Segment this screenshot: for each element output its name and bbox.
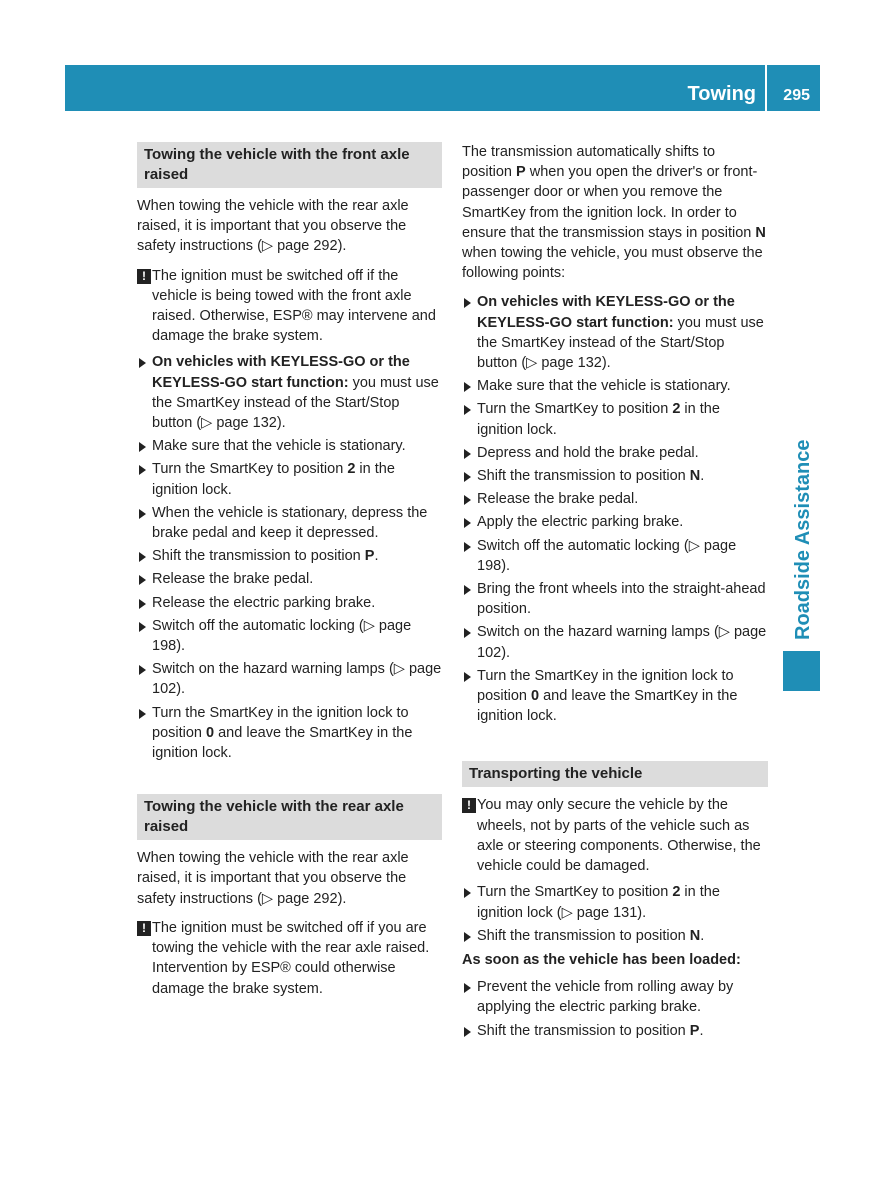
arrow-right-icon — [464, 449, 471, 459]
header-divider — [765, 65, 767, 111]
rear-axle-steps — [462, 292, 768, 726]
arrow-right-icon — [464, 1027, 471, 1037]
arrow-right-icon — [464, 518, 471, 528]
list-item: Switch off the automatic locking (▷ page 198). — [462, 536, 768, 576]
warning-text: You may only secure the vehicle by the wheels, not by parts of the vehicle such as axle or steering components. Otherwise, the vehicle could be damaged. — [477, 797, 761, 875]
list-item: On vehicles with KEYLESS-GO or the KEYLESS-GO start function: you must use the SmartKey instead of the Start/Stop button (▷ page 132). — [462, 292, 768, 373]
right-column — [462, 142, 768, 1044]
arrow-right-icon — [139, 552, 146, 562]
arrow-right-icon — [139, 709, 146, 719]
list-item: Make sure that the vehicle is stationary. — [462, 376, 768, 396]
list-item: Release the brake pedal. — [462, 489, 768, 509]
list-item: On vehicles with KEYLESS-GO or the KEYLESS-GO start function: you must use the SmartKey instead of the Start/Stop button (▷ page 132). — [137, 352, 442, 433]
rear-axle-transmission-note: The transmission automatically shifts to position P when you open the driver's or front-passenger door or when you remove the SmartKey from the ignition lock. In order to ensure that the transmission stays in position N when towing the vehicle, you must observe the following points: — [462, 144, 766, 282]
page-number: 295 — [783, 87, 810, 104]
arrow-right-icon — [139, 622, 146, 632]
list-item: Switch off the automatic locking (▷ page 198). — [137, 616, 442, 656]
arrow-right-icon — [464, 542, 471, 552]
list-item: Shift the transmission to position N. — [462, 466, 768, 486]
list-item: Shift the transmission to position P. — [462, 1021, 768, 1041]
transporting-steps — [462, 882, 768, 946]
list-item: Turn the SmartKey to position 2 in the ignition lock (▷ page 131). — [462, 882, 768, 922]
arrow-right-icon — [464, 888, 471, 898]
arrow-right-icon — [464, 932, 471, 942]
list-item: Make sure that the vehicle is stationary. — [137, 436, 442, 456]
arrow-right-icon — [464, 472, 471, 482]
list-item: Turn the SmartKey in the ignition lock to position 0 and leave the SmartKey in the ignition lock. — [462, 666, 768, 727]
list-item: Release the brake pedal. — [137, 569, 442, 589]
arrow-right-icon — [139, 442, 146, 452]
warning-text: The ignition must be switched off if you are towing the vehicle with the rear axle raised. Intervention by ESP® could otherwise damage the brake system. — [152, 919, 430, 997]
front-axle-intro: When towing the vehicle with the rear axle raised, it is important that you observe the safety instructions (▷ page 292). — [137, 198, 409, 255]
arrow-right-icon — [139, 665, 146, 675]
transporting-heading: Transporting the vehicle — [462, 761, 768, 787]
transporting-warning — [462, 795, 768, 876]
arrow-right-icon — [464, 672, 471, 682]
arrow-right-icon — [464, 495, 471, 505]
rear-axle-intro: When towing the vehicle with the rear axle raised, it is important that you observe the safety instructions (▷ page 292). — [137, 850, 409, 907]
arrow-right-icon — [139, 509, 146, 519]
left-column — [137, 142, 442, 1005]
arrow-right-icon — [464, 983, 471, 993]
arrow-right-icon — [464, 628, 471, 638]
arrow-right-icon — [139, 599, 146, 609]
arrow-right-icon — [139, 358, 146, 368]
list-item: Switch on the hazard warning lamps (▷ page 102). — [462, 622, 768, 662]
list-item: Bring the front wheels into the straight-ahead position. — [462, 579, 768, 619]
front-axle-warning — [137, 266, 442, 347]
page-header — [65, 65, 820, 111]
list-item: Depress and hold the brake pedal. — [462, 443, 768, 463]
loaded-heading: As soon as the vehicle has been loaded: — [462, 951, 741, 968]
list-item: Release the electric parking brake. — [137, 593, 442, 613]
list-item: Switch on the hazard warning lamps (▷ page 102). — [137, 659, 442, 699]
chapter-tab-marker — [783, 651, 820, 691]
arrow-right-icon — [464, 382, 471, 392]
rear-axle-heading: Towing the vehicle with the rear axle raised — [137, 794, 442, 840]
list-item: When the vehicle is stationary, depress the brake pedal and keep it depressed. — [137, 503, 442, 543]
front-axle-steps — [137, 352, 442, 763]
list-item: Turn the SmartKey in the ignition lock to position 0 and leave the SmartKey in the ignition lock. — [137, 703, 442, 764]
arrow-right-icon — [139, 575, 146, 585]
front-axle-heading: Towing the vehicle with the front axle raised — [137, 142, 442, 188]
chapter-tab-label: Roadside Assistance — [792, 439, 814, 640]
list-item: Prevent the vehicle from rolling away by applying the electric parking brake. — [462, 977, 768, 1017]
warning-text: The ignition must be switched off if the vehicle is being towed with the front axle raised. Otherwise, ESP® may intervene and damage the brake system. — [152, 267, 436, 345]
section-title: Towing — [687, 83, 756, 105]
arrow-right-icon — [139, 465, 146, 475]
arrow-right-icon — [464, 405, 471, 415]
arrow-right-icon — [464, 298, 471, 308]
warning-icon: ! — [462, 798, 476, 813]
list-item: Shift the transmission to position P. — [137, 546, 442, 566]
arrow-right-icon — [464, 585, 471, 595]
list-item: Apply the electric parking brake. — [462, 512, 768, 532]
warning-icon: ! — [137, 921, 151, 936]
warning-icon: ! — [137, 269, 151, 284]
list-item: Turn the SmartKey to position 2 in the ignition lock. — [462, 399, 768, 439]
loaded-steps — [462, 977, 768, 1041]
rear-axle-warning — [137, 918, 442, 999]
list-item: Turn the SmartKey to position 2 in the ignition lock. — [137, 459, 442, 499]
list-item: Shift the transmission to position N. — [462, 926, 768, 946]
